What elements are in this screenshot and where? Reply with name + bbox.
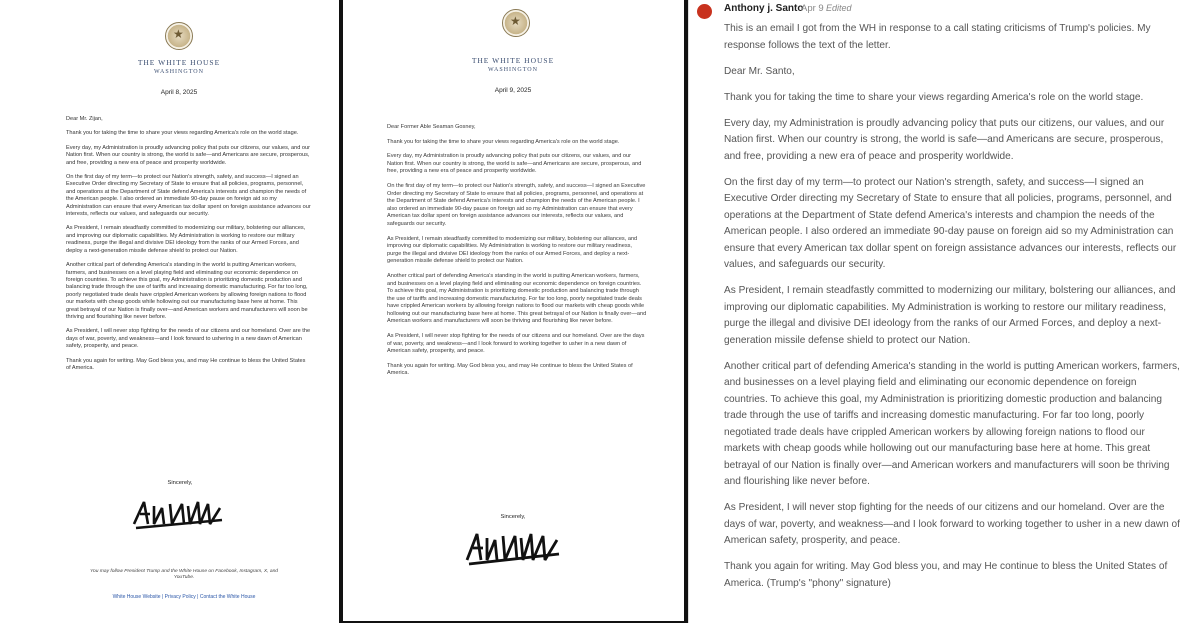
- post-paragraph: Every day, my Administration is proudly advancing policy that puts our citizens, our values, and our Nation first. When our country is strong, the world is safe—and Americans are secure, prosperous, and free, providing a new era of peace and prosperity worldwide.: [724, 117, 1165, 162]
- letterhead-subtitle: WASHINGTON: [488, 67, 538, 73]
- post-paragraph: On the first day of my term—to protect our Nation's strength, safety, and success—I signed an Executive Order directing my Secretary of State to ensure that all policies, programs, personnel, and operations at the Department of State defend America's interests and champion the needs of the American people. I also ordered an immediate 90-day pause on foreign aid so my Administration can ensure that every American tax dollar spent on foreign assistance advances our interests, reflects our values, and safeguards our security.: [724, 176, 1177, 270]
- post-paragraph: This is an email I got from the WH in response to a call stating criticisms of Trump's policies. My response follows the text of the letter.: [724, 23, 1151, 51]
- letterhead-title: THE WHITE HOUSE: [471, 56, 555, 65]
- signature-icon: [130, 494, 226, 534]
- letter-closing: Sincerely,: [167, 480, 193, 486]
- letterhead-title: THE WHITE HOUSE: [137, 58, 221, 67]
- letter-paragraph: Thank you again for writing. May God bless you, and may He continue to bless the United States of America.: [387, 362, 633, 377]
- letter-middle: [341, 0, 686, 623]
- post-paragraph: Thank you for taking the time to share your views regarding America's role on the world stage.: [724, 91, 1144, 103]
- post-paragraph: As President, I will never stop fighting for the needs of our citizens and our homeland. Over are the days of war, poverty, and weakness—and I look forward to working together to usher in a new dawn of American safety, prosperity, and peace.: [724, 502, 1180, 546]
- letter-paragraph: Every day, my Administration is proudly advancing policy that puts our citizens, our values, and our Nation first. When our country is strong, the world is safe—and Americans are secure, prosperous, and free, providing a new era of peace and prosperity worldwide.: [387, 153, 642, 175]
- post-paragraph: Dear Mr. Santo,: [724, 65, 795, 77]
- avatar[interactable]: [697, 4, 712, 19]
- letter-body: [387, 124, 647, 385]
- presidential-seal-icon: [502, 9, 530, 37]
- letter-body: [66, 116, 311, 379]
- letter-paragraph: On the first day of my term—to protect our Nation's strength, safety, and success—I signed an Executive Order directing my Secretary of State to ensure that all policies, programs, personnel, and operations at the Department of State defend America's interests and champion the needs of the American people. I also ordered an immediate 90-day pause on foreign aid so my Administration can ensure that every American tax dollar spent on foreign assistance advances our interests, reflects our values, and safeguards our security.: [387, 182, 646, 227]
- edited-badge: Edited: [826, 3, 852, 13]
- post-body: [724, 21, 1182, 602]
- signature-icon: [463, 526, 563, 570]
- letter-date: April 8, 2025: [160, 89, 198, 96]
- presidential-seal-icon: [165, 22, 193, 50]
- letter-left: [0, 0, 339, 623]
- post-paragraph: As President, I remain steadfastly committed to modernizing our military, bolstering our alliances, and improving our diplomatic capabilities. My Administration is working to restore our military readiness, purge the illegal and divisive DEI ideology from the ranks of our Armed Forces, and deploy a next-generation missile defense shield to protect our Nation.: [724, 285, 1176, 346]
- letter-paragraph: Another critical part of defending America's standing in the world is putting American workers, farmers, and businesses on a level playing field and eliminating our economic dependence on foreign countries. To achieve this goal, my Administration is prioritizing domestic production and balancing trade through the use of tariffs and increasing domestic manufacturing. For far too long, poorly negotiated trade deals have crippled American workers by allowing foreign nations to flood our markets with cheap goods while hollowing out our manufacturing base here at home. This great betrayal of our Nation is finally over—and American workers and manufacturers will soon be thriving and flourishing like never before.: [387, 272, 647, 325]
- letter-paragraph: Thank you for taking the time to share your views regarding America's role on the world stage.: [387, 138, 620, 145]
- letter-date: April 9, 2025: [494, 87, 532, 94]
- footer-follow: You may follow President Trump and the White House on Facebook, Instagram, X, and YouTube.: [89, 569, 279, 581]
- letter-salutation: Dear Mr. Zijan,: [66, 116, 103, 122]
- letter-salutation: Dear Former Able Seaman Gosney,: [387, 124, 476, 130]
- post-author[interactable]: Anthony j. Santo: [724, 3, 804, 14]
- letter-paragraph: On the first day of my term—to protect our Nation's strength, safety, and success—I signed an Executive Order directing my Secretary of State to ensure that all policies, programs, personnel, and operations at the Department of State defend America's interests and champion the needs of the American people. I also ordered an immediate 90-day pause on foreign aid so my Administration can ensure that every American tax dollar spent on foreign assistance advances our interests, reflects our values, and safeguards our security.: [66, 174, 311, 218]
- letter-paragraph: As President, I remain steadfastly committed to modernizing our military, bolstering our alliances, and improving our diplomatic capabilities. My Administration is working to restore our military readiness, purge the illegal and divisive DEI ideology from the ranks of our Armed Forces, and deploy a next-generation missile defense shield to protect our Nation.: [387, 235, 638, 265]
- letter-paragraph: As President, I will never stop fighting for the needs of our citizens and our homeland. Over are the days of war, poverty, and weakness—and I look forward to ushering in a new dawn of American safety, prosperity, and peace.: [66, 328, 311, 350]
- letter-paragraph: Every day, my Administration is proudly advancing policy that puts our citizens, our values, and our Nation first. When our country is strong, the world is safe—and Americans are secure, prosperous, and free, providing a new era of peace and prosperity worldwide.: [66, 144, 310, 166]
- letter-paragraph: As President, I will never stop fighting for the needs of our citizens and our homeland. Over are the days of war, poverty, and weakness—and I look forward to working together to usher in a new dawn of American safety, prosperity, and peace.: [387, 333, 645, 355]
- letter-paragraph: Thank you again for writing. May God bless you, and may He continue to bless the United States of America.: [66, 357, 306, 371]
- letter-paragraph: Thank you for taking the time to share your views regarding America's role on the world stage.: [66, 130, 299, 137]
- post-paragraph: Another critical part of defending America's standing in the world is putting American workers, farmers, and businesses on a level playing field and eliminating our economic dependence on foreign countries. To achieve this goal, my Administration is prioritizing domestic production and balancing trade through the use of tariffs and increasing domestic manufacturing. For far too long, poorly negotiated trade deals have crippled American workers by allowing foreign nations to flood our markets with cheap goods while hollowing out our manufacturing base here at home. This great betrayal of our Nation is finally over—and American workers and manufacturers will soon be thriving and flourishing like never before.: [724, 360, 1180, 487]
- letterhead-subtitle: WASHINGTON: [154, 69, 204, 75]
- letter-paragraph: Another critical part of defending America's standing in the world is putting American workers, farmers, and businesses on a level playing field and eliminating our economic dependence on foreign countries. To achieve this goal, my Administration is prioritizing domestic production and balancing trade through the use of tariffs and increasing domestic manufacturing. For far too long, poorly negotiated trade deals have crippled American workers by allowing foreign nations to flood our markets with cheap goods while hollowing out our manufacturing base here at home. This great betrayal of our Nation is finally over—and American workers and manufacturers will soon be thriving and flourishing like never before.: [66, 262, 308, 320]
- letter-paragraph: As President, I remain steadfastly committed to modernizing our military, bolstering our alliances, and improving our diplomatic capabilities. My Administration is working to restore our military readiness, purge the illegal and divisive DEI ideology from the ranks of our Armed Forces, and deploy a next-generation missile defense shield to protect our Nation.: [66, 225, 306, 254]
- post-date[interactable]: Apr 9: [801, 3, 824, 14]
- letter-closing: Sincerely,: [500, 514, 526, 520]
- footer-links[interactable]: White House Website | Privacy Policy | Contact the White House: [112, 594, 256, 600]
- post-paragraph: Thank you again for writing. May God bless you, and may He continue to bless the United States of America. (Trump's "phony" signature): [724, 561, 1168, 589]
